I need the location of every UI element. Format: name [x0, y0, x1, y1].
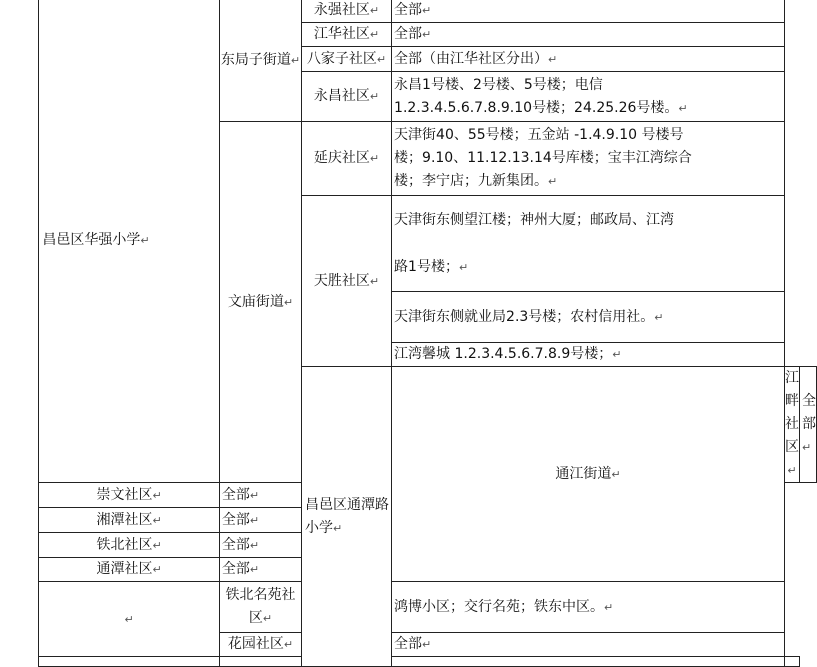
scope-cell [392, 633, 785, 657]
scope-text: 全部（由江华社区分出） [394, 50, 549, 67]
scope-text: 天津街东侧就业局2.3号楼；农村信用社。 [394, 308, 655, 325]
scope-text: 楼；9.10、11.12.13.14号库楼；宝丰江湾综合 [394, 150, 692, 166]
paragraph-mark: ↵ [611, 467, 621, 481]
paragraph-mark: ↵ [802, 441, 812, 454]
community-name: 八家子社区 [306, 50, 377, 67]
community-cell [302, 47, 392, 72]
empty-cell [392, 657, 785, 667]
paragraph-mark: ↵ [369, 28, 380, 41]
scope-cell [800, 367, 817, 483]
table-row [0, 582, 817, 633]
scope-cell [392, 292, 785, 343]
school-name: 昌邑区华强小学 [42, 232, 141, 248]
community-name: 永强社区 [313, 2, 370, 18]
scope-cell [392, 582, 785, 633]
street-name: 通江街道 [555, 465, 612, 482]
community-name: 湘潭社区 [96, 511, 153, 528]
paragraph-mark: ↵ [249, 513, 260, 527]
scope-text: 全部 [221, 511, 250, 528]
community-cell [219, 633, 301, 657]
paragraph-mark: ↵ [283, 295, 294, 309]
community-cell [302, 23, 392, 47]
paragraph-mark: ↵ [290, 53, 301, 67]
community-name: 铁北名苑社 [225, 587, 296, 603]
scope-cell [219, 508, 301, 533]
scope-text: 全部 [221, 561, 250, 577]
table-row [0, 0, 817, 23]
community-name: 铁北社区 [96, 536, 153, 553]
scope-cell [392, 196, 785, 292]
paragraph-mark: ↵ [152, 488, 162, 502]
scope-text: 全部 [394, 636, 423, 652]
community-cell [302, 196, 392, 367]
scope-text: 天津街东侧望江楼；神州大厦；邮政局、江湾 [394, 211, 675, 228]
community-cell [219, 582, 301, 633]
scope-text: 全部 [221, 536, 250, 553]
community-name: 通潭社区 [96, 561, 153, 577]
community-name: 永昌社区 [313, 88, 370, 104]
street-cell [39, 582, 219, 657]
paragraph-mark: ↵ [283, 638, 294, 651]
empty-cell [39, 657, 219, 667]
scope-cell [392, 343, 785, 367]
school-cell [39, 0, 219, 483]
scope-text: 全部 [802, 393, 816, 432]
blank-margin-cell [0, 582, 39, 667]
community-name: 江畔社区 [785, 370, 799, 455]
street-name: 文庙街道 [227, 293, 284, 310]
community-name: 崇文社区 [96, 486, 153, 503]
scope-text: 全部 [394, 26, 423, 42]
scope-text: 楼；李宁店；九新集团。 [394, 173, 549, 189]
community-cell [785, 367, 800, 483]
paragraph-mark: ↵ [152, 513, 162, 527]
paragraph-mark: ↵ [548, 175, 558, 188]
community-cell [302, 72, 392, 122]
paragraph-mark: ↵ [333, 521, 343, 535]
paragraph-mark: ↵ [422, 28, 432, 41]
paragraph-mark: ↵ [654, 310, 664, 324]
paragraph-mark: ↵ [369, 90, 380, 103]
paragraph-mark: ↵ [249, 563, 260, 576]
scope-cell [392, 0, 785, 23]
paragraph-mark: ↵ [152, 538, 162, 552]
paragraph-mark: ↵ [152, 563, 162, 576]
scope-text: 路1号楼； [394, 258, 459, 275]
paragraph-mark: ↵ [249, 538, 260, 552]
community-name: 延庆社区 [313, 150, 370, 166]
scope-cell [392, 23, 785, 47]
scope-text: 鸿博小区；交行名苑；铁东中区。 [394, 598, 605, 615]
paragraph-mark: ↵ [787, 464, 797, 477]
scope-text: 江湾馨城 1.2.3.4.5.6.7.8.9号楼； [394, 346, 613, 362]
scope-text: 全部 [221, 486, 250, 503]
community-cell [39, 483, 219, 508]
street-cell [219, 122, 301, 483]
community-name: 花园社区 [227, 636, 284, 652]
street-cell [392, 367, 785, 582]
paragraph-mark: ↵ [249, 488, 260, 502]
scope-text: 天津街40、55号楼；五金站 -1.4.9.10 号楼号 [394, 127, 684, 143]
scope-cell [219, 483, 301, 508]
paragraph-mark: ↵ [458, 260, 469, 274]
paragraph-mark: ↵ [124, 612, 134, 626]
street-name: 东局子街道 [220, 51, 291, 68]
paragraph-mark: ↵ [369, 274, 380, 288]
paragraph-mark: ↵ [369, 152, 380, 165]
community-name: 天胜社区 [313, 272, 370, 289]
paragraph-mark: ↵ [604, 600, 614, 614]
scope-text: 1.2.3.4.5.6.7.8.9.10号楼；24.25.26号楼。 [394, 99, 679, 116]
scope-cell [392, 47, 785, 72]
community-name: 区 [248, 610, 263, 626]
paragraph-mark: ↵ [548, 52, 558, 66]
empty-cell [785, 657, 800, 667]
empty-cell [219, 657, 301, 667]
community-cell [39, 508, 219, 533]
paragraph-mark: ↵ [369, 4, 380, 17]
paragraph-mark: ↵ [140, 234, 150, 247]
paragraph-mark: ↵ [262, 612, 273, 625]
scope-cell [219, 533, 301, 558]
paragraph-mark: ↵ [678, 101, 688, 115]
paragraph-mark: ↵ [612, 348, 622, 361]
community-name: 江华社区 [313, 26, 370, 42]
community-cell [302, 122, 392, 196]
school-cell [302, 367, 392, 667]
scope-cell [392, 122, 785, 196]
school-name: 昌邑区通潭路小学 [305, 496, 390, 536]
community-cell [302, 0, 392, 23]
paragraph-mark: ↵ [422, 4, 432, 17]
scope-text: 全部 [394, 2, 423, 18]
scope-cell [392, 72, 785, 122]
blank-margin-cell [0, 0, 39, 582]
paragraph-mark: ↵ [376, 52, 387, 66]
paragraph-mark: ↵ [422, 638, 432, 651]
scope-text: 永昌1号楼、2号楼、5号楼；电信 [394, 76, 603, 93]
table-row [0, 657, 817, 667]
street-cell [219, 0, 301, 122]
community-cell [39, 533, 219, 558]
